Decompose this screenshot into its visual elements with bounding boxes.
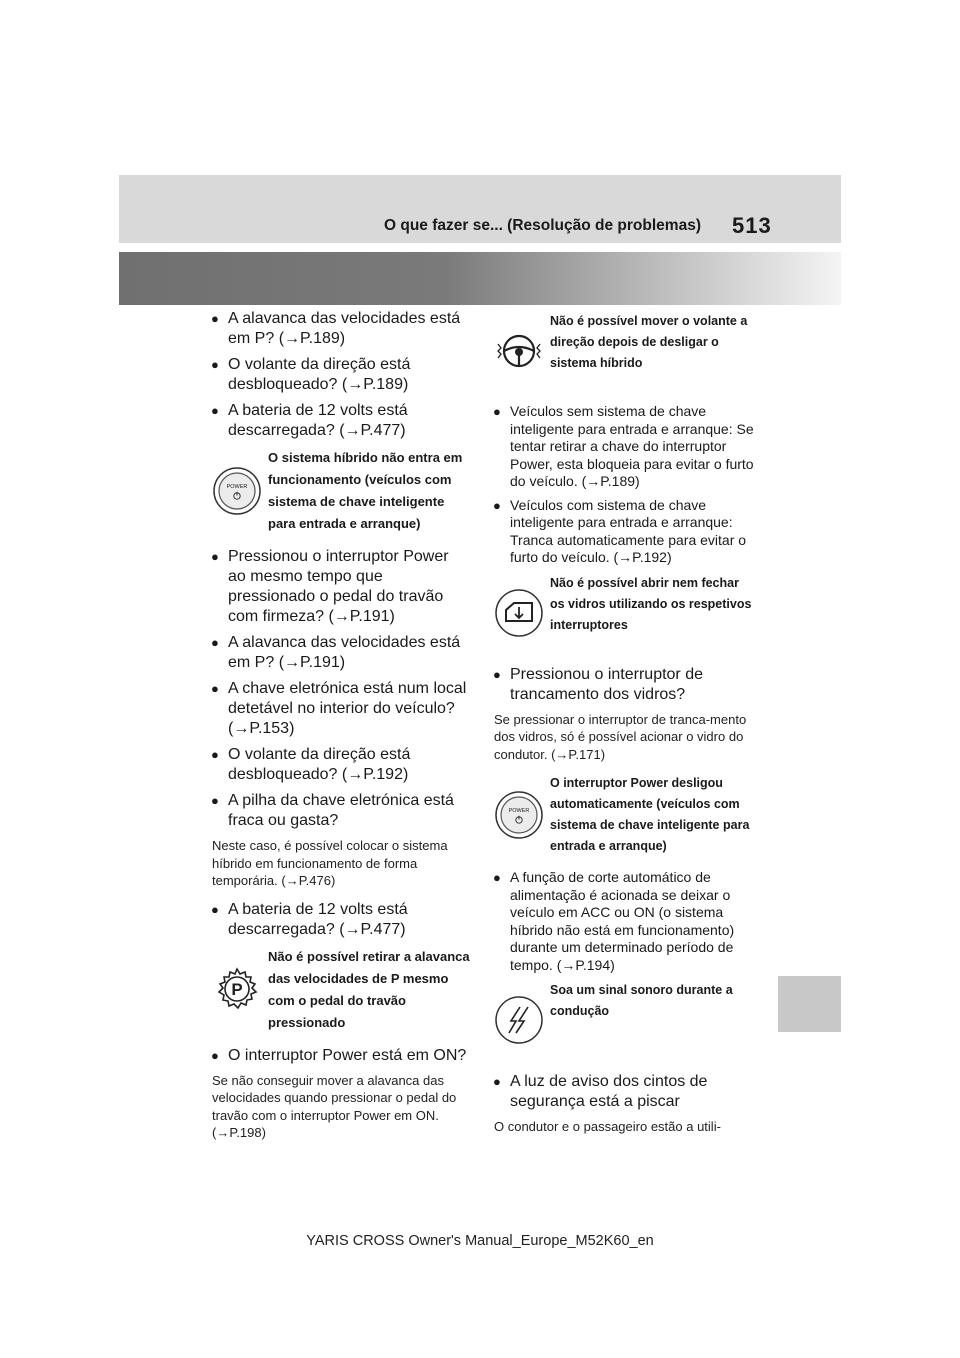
topic-title: O sistema híbrido não entra em funcionamento (veículos com sistema de chave inteligente para entrada e arranque) <box>268 450 463 531</box>
list-item: ● A função de corte automático de alimentação é acionada se deixar o veículo em ACC ou ON (o sistema híbrido não está em funcionamento) durante um determinado período de tempo. (→P.194) <box>493 869 735 973</box>
topic-heading <box>492 573 754 653</box>
list-item: ● A bateria de 12 volts está descarregada? (→P.477) <box>211 402 408 439</box>
note-text: Neste caso, é possível colocar o sistema híbrido em funcionamento de forma temporária. (→P.476) <box>212 838 448 888</box>
topic-title: O interruptor Power desligou automaticamente (veículos com sistema de chave inteligente para entrada e arranque) <box>550 776 750 853</box>
power-window-icon <box>494 588 544 638</box>
topic-title: Não é possível mover o volante a direção depois de desligar o sistema híbrido <box>550 314 748 370</box>
list-item: ● A alavanca das velocidades está em P? (→P.191) <box>211 634 461 671</box>
topic-title: Não é possível retirar a alavanca das velocidades de P mesmo com o pedal do travão pressionado <box>268 948 470 1030</box>
footer-text: YARIS CROSS Owner's Manual_Europe_M52K60_en <box>306 1233 654 1249</box>
bullet-icon: ● <box>211 549 219 564</box>
list-item: ● A bateria de 12 volts está descarregada? (→P.477) <box>211 900 408 938</box>
list-item: ● A pilha da chave eletrónica está fraca ou gasta? <box>211 792 454 829</box>
bullet-icon: ● <box>211 901 219 917</box>
topic-heading <box>210 946 470 1034</box>
bullet-icon: ● <box>211 1047 219 1063</box>
steering-lock-icon <box>494 326 544 376</box>
note-text: O condutor e o passageiro estão a utili- <box>494 1119 721 1134</box>
list-item: ● O volante da direção está desbloqueado? (→P.189) <box>211 356 411 393</box>
bullet-icon: ● <box>211 681 219 696</box>
note-text: Se não conseguir mover a alavanca das velocidades quando pressionar o pedal do travão com o interruptor Power em ON. (→P.198) <box>212 1072 457 1140</box>
bullet-icon: ● <box>211 403 219 418</box>
list-item: ● Veículos com sistema de chave inteligente para entrada e arranque: Tranca automaticamente para evitar o furto do veículo. (→P.192) <box>493 496 747 565</box>
header-gradient-band <box>119 252 841 305</box>
section-title: O que fazer se... (Resolução de problemas) <box>384 217 701 234</box>
power-icon-label: POWER <box>226 484 248 490</box>
power-icon-label: POWER <box>508 808 530 814</box>
list-item: ● Veículos sem sistema de chave inteligente para entrada e arranque: Se tentar retirar a chave do interruptor Power, esta bloqueia para evitar o furto do veículo. (→P.189) <box>493 403 754 489</box>
chapter-tab <box>778 976 841 1032</box>
bullet-icon: ● <box>493 404 501 419</box>
topic-heading <box>492 311 754 391</box>
bullet-icon: ● <box>493 870 501 885</box>
topic-title: Não é possível abrir nem fechar os vidros utilizando os respetivos interruptores <box>550 575 752 632</box>
topic-heading <box>492 773 754 857</box>
note-text: Se pressionar o interruptor de tranca-mento dos vidros, só é possível acionar o vidro do condutor. (→P.171) <box>494 711 747 762</box>
topic-title: Soa um sinal sonoro durante a condução <box>550 983 733 1018</box>
topic-heading <box>210 447 470 535</box>
bullet-icon: ● <box>493 497 501 513</box>
list-item: ● Pressionou o interruptor Power ao mesmo tempo que pressionado o pedal do travão com firmeza? (→P.191) <box>211 548 449 625</box>
shift-lever-warning-icon <box>212 965 262 1015</box>
bullet-icon: ● <box>211 747 219 762</box>
bullet-icon: ● <box>211 793 219 808</box>
left-column <box>210 309 470 1152</box>
bullet-icon: ● <box>493 1074 501 1089</box>
list-item: ● O volante da direção está desbloqueado? (→P.192) <box>211 746 411 783</box>
bullet-icon: ● <box>211 635 219 650</box>
list-item: ● A chave eletrónica está num local detetável no interior do veículo? (→P.153) <box>211 680 467 737</box>
bullet-icon: ● <box>493 666 501 682</box>
page-number: 513 <box>732 213 772 238</box>
bullet-icon: ● <box>211 357 219 372</box>
list-item: ● O interruptor Power está em ON? <box>211 1046 467 1064</box>
list-item: ● A alavanca das velocidades está em P? (→P.189) <box>211 310 461 347</box>
topic-heading <box>492 980 754 1060</box>
right-column <box>492 309 754 1146</box>
power-button-icon <box>494 790 544 840</box>
warning-buzzer-icon <box>494 995 544 1045</box>
power-button-icon <box>212 466 262 516</box>
shift-icon-label: P <box>231 979 243 999</box>
list-item: ● Pressionou o interruptor de trancamento dos vidros? <box>493 665 703 703</box>
list-item: ● A luz de aviso dos cintos de segurança está a piscar <box>493 1073 708 1110</box>
bullet-icon: ● <box>211 311 219 326</box>
